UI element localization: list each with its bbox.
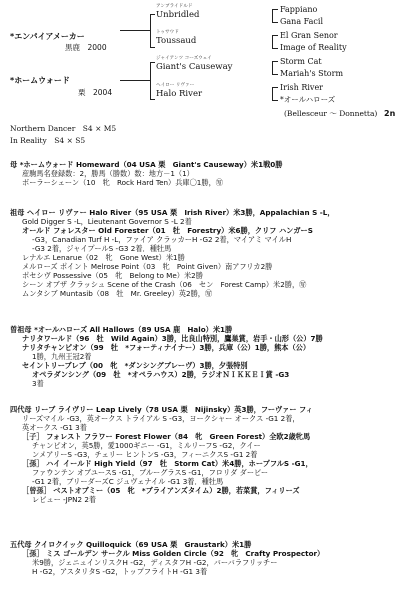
granddam-line: シーン オブザ クラッシュ Scene of the Crash（06 セン Forest Camp）米2勝，㊢ (22, 280, 307, 289)
dam-sire: ジャイアンツ コーズウェイ Giant's Causeway (156, 56, 233, 72)
dam-line: ボーラーシェーン（10 牝 Rock Hard Ten）兵庫〇1勝，㊢ (22, 178, 223, 187)
dam-dam: ヘイロー リヴァー Halo River (156, 83, 203, 99)
granddam-line: ポセシヴ Possessive（05 牝 Belong to Me）米2勝 (22, 271, 203, 280)
g4dam-line: ［孫］ ミス ゴールデン サークル Miss Golden Circle（92 牝 Crafty Prospector） (22, 549, 325, 558)
g3dam-line: チャンピオン，英5勝，愛1000ギニー -G1，ミルリーフS -G2，クイー (32, 441, 261, 450)
granddam-line: オールド フォレスター Old Forester（01 牡 Forestry）米6勝，クリフ ハンガーS (22, 226, 313, 235)
g3dam-line: ［曾孫］ ベストオブミー（05 牝 *ブライアンズタイム）2勝，若菜賞，フィリーズ (22, 486, 300, 495)
g3dam-line: レビュー -JPN2 2着 (32, 495, 97, 504)
sire-dam: トゥサウド Toussaud (156, 30, 197, 46)
granddam-line: メルローズ ポイント Melrose Point（03 牝 Point Given）南アフリカ2勝 (22, 262, 273, 271)
sire-name: *エンパイアメーカー (10, 32, 85, 41)
g2dam-line: オペラダンシング（09 牡 *オペラハウス）2勝，ラジオＮＩＫＫＥＩ賞 -G3 (32, 370, 290, 379)
g3-2: Gana Facil (280, 17, 323, 26)
g3-7: Irish River (280, 83, 324, 92)
g2dam-line: ナリタチャンピオン（99 牡 *フォーティナイナー）3勝，兵庫（公）1勝，熊本（公） (22, 343, 311, 352)
g2dam-line: ナリタワールド（96 牡 Wild Again）3勝，比良山特別，鷹巣賞，岩手・山形（公）7勝 (22, 334, 323, 343)
sire-sire: アンブライドルド Unbridled (156, 4, 200, 20)
bracket-g3-4 (272, 87, 278, 101)
g3-8: *オールハローズ (280, 95, 336, 104)
inbreeding-1: Northern Dancer S4 × M5 (10, 124, 117, 133)
g3-3: El Gran Senor (280, 31, 338, 40)
g2dam-line: 3着 (32, 379, 44, 388)
g2dam-line: 1勝，九州王冠2着 (32, 352, 92, 361)
g3dam-line: 英オークス -G1 3着 (22, 423, 87, 432)
g3dam-line: -G1 2着，ブリーダーズC ジュヴェナイル -G1 3着．種牡馬 (32, 477, 224, 486)
dam-info: 栗 2004 (78, 88, 113, 97)
dam-heading: 母 *ホームウォード Homeward（04 USA 栗 Giant's Causeway）米1戦0勝 (10, 160, 283, 169)
g4dam-line: H -G2，アスタリタS -G2，トップフライトH -G1 3着 (32, 567, 208, 576)
g3dam-section (10, 405, 408, 504)
bracket-dam (150, 62, 155, 100)
bracket-g3-3 (272, 61, 278, 75)
g3dam-line: ファウンテン オブユースS -G1，ブルーグラスS -G1，フロリダ ダービー (32, 468, 269, 477)
dam-section (10, 160, 408, 187)
g3dam-line: ンメアリーS -G3，チェリー ヒントンS -G3，フィーニクスS -G1 2着 (32, 450, 258, 459)
g3-4: Image of Reality (280, 43, 347, 52)
g3dam-line: ［子］ フォレスト フラワー Forest Flower（84 牝 Green Forest）全欧2歳牝馬 (22, 432, 311, 441)
g3-1: Fappiano (280, 5, 318, 14)
granddam-line: ムンタシブ Muntasib（08 牡 Mr. Greeley）英2勝，㊢ (22, 289, 213, 298)
dam-line: 産駒馬名登録数：2，勝馬（勝数）数：地方－1（1） (22, 169, 194, 178)
g3dam-heading: 四代母 リーブ ライヴリー Leap Lively（78 USA 栗 Nijinsky）英3勝，フーヴァー フィ (10, 405, 313, 414)
g2dam-heading: 曽祖母 *オールハローズ All Hallows（89 USA 鹿 Halo）米1勝 (10, 325, 233, 334)
granddam-line: -G3 2着，ジャイプールS -G3 2着．種牡馬 (32, 244, 172, 253)
bracket-sire (150, 14, 155, 48)
g4dam-heading: 五代母 クイロクイック Quilloquick（69 USA 栗 Graustark）米1勝 (10, 540, 252, 549)
connector-dam (120, 80, 150, 81)
g3-5: Storm Cat (280, 57, 322, 66)
family-number: 2n (384, 109, 396, 118)
g3-6: Mariah's Storm (280, 69, 344, 78)
granddam-line: -G3，Canadian Turf H -L，ファイア クラッカーH -G2 2着，マイアミ マイルH (32, 235, 292, 244)
bracket-g3-2 (272, 35, 278, 49)
granddam-heading: 祖母 ヘイロー リヴァー Halo River（95 USA 栗 Irish River）米3勝，Appalachian S -L， (10, 208, 335, 217)
g2dam-line: セイントリーブレブ（00 牝 *ダンシングブレーヴ）3勝，夕張特別 (22, 361, 248, 370)
granddam-section (10, 208, 408, 298)
granddam-line: Gold Digger S -L，Lieutenant Governor S -L 2着 (22, 217, 192, 226)
g3dam-line: ［孫］ ハイ イールド High Yield（97 牡 Storm Cat）米4勝，ホープフルS -G1， (22, 459, 313, 468)
g2dam-section (10, 325, 408, 388)
g3dam-line: リーズマイル -G3，英オークス トライアル S -G3，ヨークシャー オークス -G1 2着， (22, 414, 300, 423)
family-line: (Bellesceur ～ Donnetta) (284, 109, 378, 118)
bracket-g3-1 (272, 9, 278, 23)
sire-info: 黒鹿 2000 (65, 43, 107, 52)
g4dam-line: 米9勝，ジェニュインリスクH -G2，ディスタフH -G2，バーバラフリッチー (32, 558, 278, 567)
granddam-line: レナルエ Lenarue（02 牝 Gone West）米1勝 (22, 253, 185, 262)
g4dam-section (10, 540, 408, 576)
connector-sire (120, 30, 150, 31)
dam-name: *ホームウォード (10, 76, 70, 85)
inbreeding-2: In Reality S4 × S5 (10, 136, 86, 145)
